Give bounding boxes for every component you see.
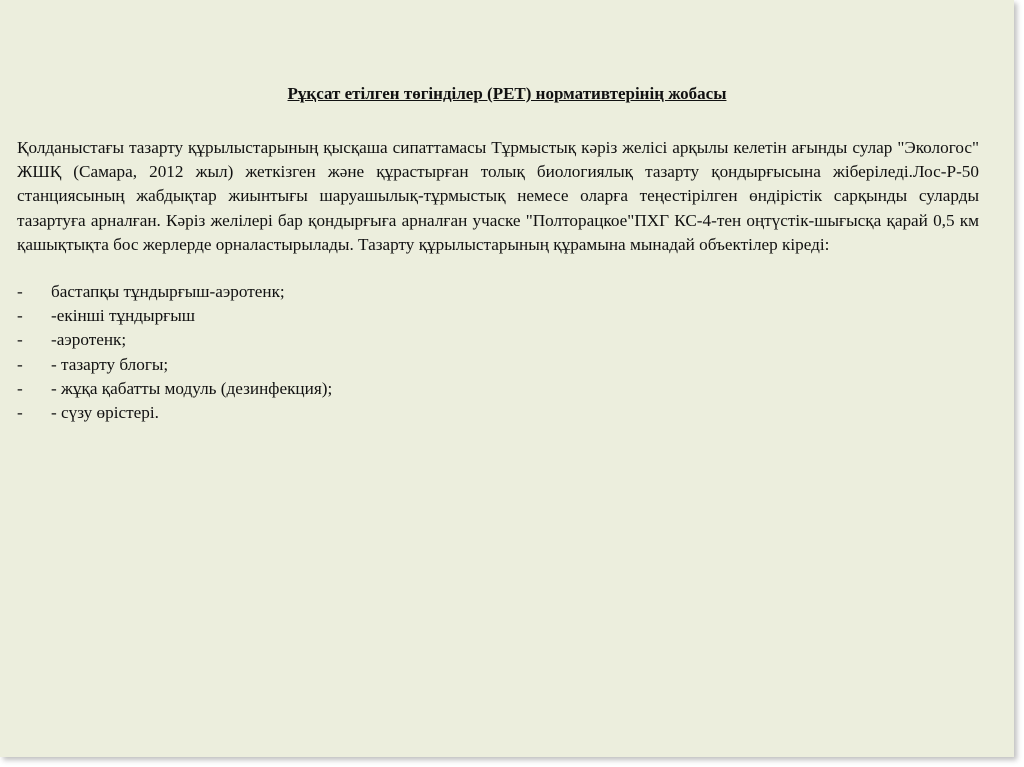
list-item-text: -аэротенк;	[51, 330, 127, 350]
slide-title: Рұқсат етілген төгінділер (РЕТ) нормативтерінің жобасы	[287, 84, 727, 103]
list-item	[17, 328, 332, 352]
list-item-text: бастапқы тұндырғыш-аэротенк;	[51, 282, 285, 301]
list-bullet: -	[17, 378, 23, 398]
list-item	[17, 377, 332, 401]
description-paragraph: Қолданыстағы тазарту құрылыстарының қысқаша сипаттамасы Тұрмыстық кәріз желісі арқылы келетін ағынды сулар "Экологос" ЖШҚ (Самара, 2012 жыл) жеткізген және құрастырған толық биологиялық тазарту қондырғысына жіберіледі.Лос-Р-50 станциясының жабдықтар жиынтығы шаруашылық-тұрмыстық немесе оларға теңестірілген өндірістік сарқынды суларды тазартуға арналған. Кәріз желілері бар қондырғыға арналған учаске "Полторацкое"ПХГ КС-4-тен оңтүстік-шығысқа қарай 0,5 км қашықтықта бос жерлерде орналастырылады. Тазарту құрылыстарының құрамына мынадай объектілер кіреді:	[17, 138, 979, 254]
list-item	[17, 353, 332, 377]
list-item-text: -екінші тұндырғыш	[51, 306, 196, 326]
list-item	[17, 304, 332, 328]
list-item-text: - жұқа қабатты модуль (дезинфекция);	[51, 378, 333, 398]
list-item	[17, 280, 332, 304]
list-bullet: -	[17, 403, 23, 423]
list-bullet: -	[17, 306, 23, 326]
list-bullet: -	[17, 330, 23, 350]
list-item-text: - тазарту блогы;	[51, 354, 169, 374]
list-item	[17, 401, 332, 425]
list-bullet: -	[17, 282, 23, 301]
list-bullet: -	[17, 354, 23, 374]
objects-list	[17, 280, 332, 425]
list-item-text: - сүзу өрістері.	[51, 403, 159, 423]
